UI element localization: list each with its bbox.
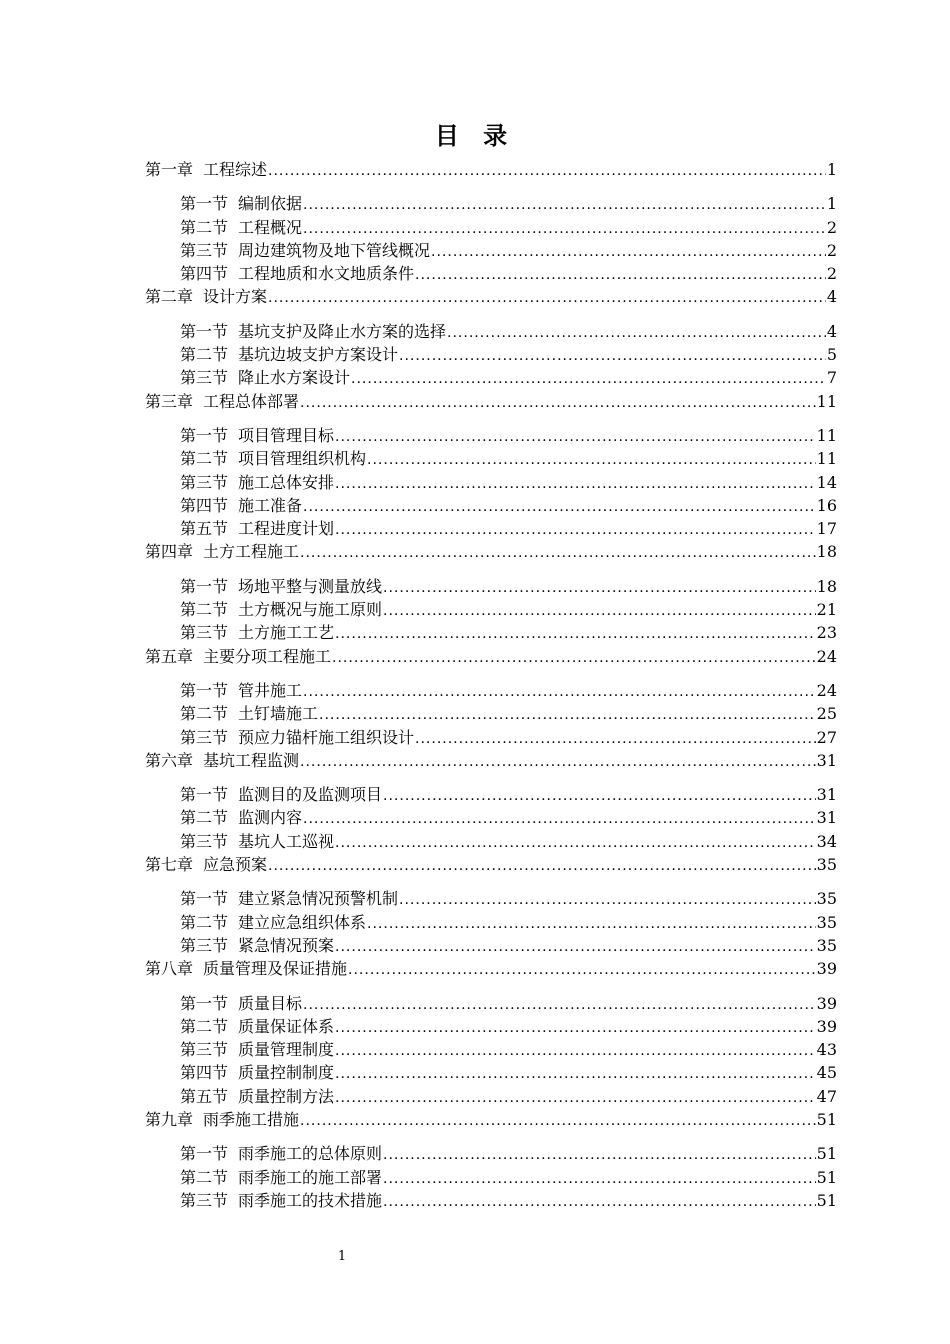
toc-section-entry[interactable]	[145, 1085, 837, 1108]
dot-leader	[351, 368, 826, 391]
section-number: 第四节	[180, 495, 229, 515]
page-number: 18	[816, 542, 837, 562]
toc-entry-label	[180, 830, 334, 853]
toc-section-entry[interactable]	[145, 1061, 837, 1084]
dot-leader	[383, 1168, 816, 1191]
page-number: 35	[816, 855, 837, 875]
section-title: 编制依据	[238, 194, 303, 214]
page-number: 35	[816, 889, 837, 909]
page-number: 43	[816, 1040, 837, 1060]
dot-leader	[332, 647, 816, 670]
section-title: 项目管理组织机构	[238, 449, 367, 469]
section-number: 第二节	[180, 600, 229, 620]
section-title: 施工准备	[238, 495, 303, 515]
toc-entry-label	[180, 343, 398, 366]
toc-section-entry[interactable]	[145, 575, 837, 598]
table-of-contents	[145, 158, 837, 1212]
section-number: 第四节	[180, 1063, 229, 1083]
section-number: 第三节	[180, 831, 229, 851]
dot-leader	[335, 519, 816, 542]
toc-section-entry[interactable]	[145, 992, 837, 1015]
dot-leader	[303, 808, 816, 831]
section-title: 质量目标	[238, 993, 303, 1013]
section-number: 第二节	[180, 1016, 229, 1036]
toc-entry-label	[145, 749, 299, 772]
page-number: 25	[816, 704, 837, 724]
page-number: 51	[816, 1167, 837, 1187]
dot-leader	[431, 241, 826, 264]
toc-section-entry[interactable]	[145, 216, 837, 239]
page-number: 4	[826, 321, 837, 341]
page-number: 31	[816, 785, 837, 805]
page-number: 47	[816, 1086, 837, 1106]
page-number: 1	[826, 160, 837, 179]
toc-chapter-entry[interactable]	[145, 158, 837, 181]
page-number: 31	[816, 808, 837, 828]
section-title: 建立紧急情况预警机制	[238, 889, 399, 909]
page-number: 39	[816, 993, 837, 1013]
dot-leader	[335, 1040, 816, 1063]
section-number: 第二节	[180, 217, 229, 237]
toc-entry-label	[180, 262, 414, 285]
section-number: 第三节	[180, 368, 229, 388]
page-number: 51	[816, 1190, 837, 1210]
toc-entry-label	[180, 598, 382, 621]
dot-leader	[268, 287, 826, 310]
toc-section-entry[interactable]	[145, 679, 837, 702]
toc-entry-label	[180, 1142, 382, 1165]
chapter-number: 第六章	[145, 750, 194, 770]
toc-entry-label	[180, 1061, 334, 1084]
toc-entry-label	[180, 934, 334, 957]
dot-leader	[335, 1087, 816, 1110]
section-number: 第一节	[180, 889, 229, 909]
dot-leader	[335, 426, 816, 449]
toc-entry-label	[180, 621, 334, 644]
page-number: 21	[816, 600, 837, 620]
toc-section-entry[interactable]	[145, 366, 837, 389]
section-number: 第三节	[180, 727, 229, 747]
toc-entry-label	[180, 887, 398, 910]
section-number: 第二节	[180, 1167, 229, 1187]
toc-section-entry[interactable]	[145, 598, 837, 621]
toc-section-entry[interactable]	[145, 239, 837, 262]
toc-entry-label	[145, 390, 299, 413]
section-number: 第三节	[180, 472, 229, 492]
section-title: 雨季施工的总体原则	[238, 1144, 383, 1164]
section-number: 第五节	[180, 1086, 229, 1106]
chapter-title: 质量管理及保证措施	[203, 959, 348, 979]
toc-entry-label	[180, 192, 302, 215]
toc-section-entry[interactable]	[145, 343, 837, 366]
toc-section-entry[interactable]	[145, 783, 837, 806]
page-number-footer: 1	[337, 1249, 347, 1264]
dot-leader	[268, 160, 826, 183]
section-title: 雨季施工的施工部署	[238, 1167, 383, 1187]
section-title: 降止水方案设计	[238, 368, 351, 388]
chapter-number: 第八章	[145, 959, 194, 979]
toc-entry-label	[180, 726, 414, 749]
toc-section-entry[interactable]	[145, 320, 837, 343]
page-number: 27	[816, 727, 837, 747]
dot-leader	[335, 473, 816, 496]
toc-chapter-entry[interactable]	[145, 957, 837, 980]
toc-entry-label	[180, 517, 334, 540]
chapter-title: 工程综述	[203, 160, 268, 179]
toc-entry-label	[180, 424, 334, 447]
toc-entry-label	[180, 1038, 334, 1061]
chapter-title: 设计方案	[203, 287, 268, 307]
chapter-title: 应急预案	[203, 855, 268, 875]
toc-section-entry[interactable]	[145, 702, 837, 725]
chapter-number: 第一章	[145, 160, 194, 179]
chapter-title: 工程总体部署	[203, 391, 300, 411]
toc-section-entry[interactable]	[145, 262, 837, 285]
toc-entry-label	[180, 702, 318, 725]
section-title: 质量控制制度	[238, 1063, 335, 1083]
section-title: 工程概况	[238, 217, 303, 237]
toc-section-entry[interactable]	[145, 911, 837, 934]
toc-entry-label	[145, 158, 267, 181]
page-number: 16	[816, 495, 837, 515]
dot-leader	[415, 728, 816, 751]
page-number: 2	[826, 264, 837, 284]
page-number: 14	[816, 472, 837, 492]
toc-entry-label	[145, 645, 331, 668]
section-title: 质量保证体系	[238, 1016, 335, 1036]
toc-entry-label	[180, 806, 302, 829]
dot-leader	[383, 1144, 816, 1167]
page-number: 51	[816, 1109, 837, 1129]
page-number: 24	[816, 646, 837, 666]
dot-leader	[303, 994, 816, 1017]
dot-leader	[335, 936, 816, 959]
page-number: 5	[826, 345, 837, 365]
toc-chapter-entry[interactable]	[145, 390, 837, 413]
section-number: 第一节	[180, 680, 229, 700]
dot-leader	[303, 218, 826, 241]
section-number: 第二节	[180, 808, 229, 828]
toc-entry-label	[180, 471, 334, 494]
toc-section-entry[interactable]	[145, 494, 837, 517]
section-number: 第二节	[180, 704, 229, 724]
dot-leader	[300, 1110, 816, 1133]
toc-chapter-entry[interactable]	[145, 540, 837, 563]
toc-section-entry[interactable]	[145, 424, 837, 447]
section-title: 预应力锚杆施工组织设计	[238, 727, 415, 747]
chapter-title: 土方工程施工	[203, 542, 300, 562]
page-number: 11	[816, 425, 837, 445]
section-title: 质量控制方法	[238, 1086, 335, 1106]
toc-entry-label	[145, 957, 347, 980]
page-number: 35	[816, 912, 837, 932]
section-title: 土钉墙施工	[238, 704, 319, 724]
toc-entry-label	[180, 494, 302, 517]
dot-leader	[300, 392, 816, 415]
toc-section-entry[interactable]	[145, 192, 837, 215]
toc-entry-label	[180, 1189, 382, 1212]
chapter-title: 雨季施工措施	[203, 1109, 300, 1129]
dot-leader	[383, 785, 816, 808]
toc-section-entry[interactable]	[145, 887, 837, 910]
section-title: 场地平整与测量放线	[238, 576, 383, 596]
toc-section-entry[interactable]	[145, 806, 837, 829]
toc-entry-label	[180, 575, 382, 598]
section-number: 第二节	[180, 912, 229, 932]
toc-entry-label	[180, 239, 430, 262]
chapter-number: 第九章	[145, 1109, 194, 1129]
toc-section-entry[interactable]	[145, 1189, 837, 1212]
toc-entry-label	[180, 447, 366, 470]
toc-entry-label	[180, 911, 366, 934]
page-number: 18	[816, 576, 837, 596]
toc-chapter-entry[interactable]	[145, 645, 837, 668]
toc-entry-label	[180, 1015, 334, 1038]
section-title: 建立应急组织体系	[238, 912, 367, 932]
toc-section-entry[interactable]	[145, 830, 837, 853]
section-number: 第三节	[180, 1040, 229, 1060]
page-number: 17	[816, 519, 837, 539]
page-number: 31	[816, 750, 837, 770]
toc-section-entry[interactable]	[145, 726, 837, 749]
section-title: 项目管理目标	[238, 425, 335, 445]
section-title: 紧急情况预案	[238, 935, 335, 955]
section-title: 雨季施工的技术措施	[238, 1190, 383, 1210]
dot-leader	[383, 577, 816, 600]
chapter-number: 第二章	[145, 287, 194, 307]
dot-leader	[335, 1017, 816, 1040]
section-number: 第二节	[180, 449, 229, 469]
toc-entry-label	[180, 216, 302, 239]
toc-entry-label	[180, 679, 302, 702]
toc-entry-label	[145, 853, 267, 876]
chapter-number: 第五章	[145, 646, 194, 666]
dot-leader	[335, 832, 816, 855]
chapter-number: 第七章	[145, 855, 194, 875]
toc-section-entry[interactable]	[145, 621, 837, 644]
page-number: 35	[816, 935, 837, 955]
section-number: 第一节	[180, 1144, 229, 1164]
section-number: 第三节	[180, 623, 229, 643]
page-number: 39	[816, 959, 837, 979]
toc-entry-label	[145, 285, 267, 308]
page-number: 45	[816, 1063, 837, 1083]
toc-section-entry[interactable]	[145, 447, 837, 470]
page-number: 2	[826, 240, 837, 260]
page-number: 7	[826, 368, 837, 388]
dot-leader	[335, 623, 816, 646]
section-number: 第一节	[180, 425, 229, 445]
dot-leader	[367, 449, 816, 472]
toc-entry-label	[180, 992, 302, 1015]
page-number: 34	[816, 831, 837, 851]
toc-chapter-entry[interactable]	[145, 285, 837, 308]
section-number: 第四节	[180, 264, 229, 284]
toc-entry-label	[145, 1108, 299, 1131]
section-title: 基坑边坡支护方案设计	[238, 345, 399, 365]
toc-chapter-entry[interactable]	[145, 853, 837, 876]
section-number: 第五节	[180, 519, 229, 539]
section-title: 质量管理制度	[238, 1040, 335, 1060]
page-number: 24	[816, 680, 837, 700]
section-number: 第二节	[180, 345, 229, 365]
section-title: 周边建筑物及地下管线概况	[238, 240, 431, 260]
section-number: 第三节	[180, 240, 229, 260]
section-title: 土方概况与施工原则	[238, 600, 383, 620]
page-number: 39	[816, 1016, 837, 1036]
dot-leader	[447, 322, 826, 345]
toc-section-entry[interactable]	[145, 1015, 837, 1038]
section-number: 第三节	[180, 1190, 229, 1210]
section-number: 第一节	[180, 993, 229, 1013]
section-title: 管井施工	[238, 680, 303, 700]
page-number: 1	[826, 194, 837, 214]
toc-entry-label	[180, 1166, 382, 1189]
section-number: 第一节	[180, 321, 229, 341]
section-number: 第一节	[180, 576, 229, 596]
dot-leader	[383, 1191, 816, 1214]
toc-chapter-entry[interactable]	[145, 1108, 837, 1131]
section-number: 第一节	[180, 785, 229, 805]
page-number: 2	[826, 217, 837, 237]
chapter-title: 基坑工程监测	[203, 750, 300, 770]
toc-chapter-entry[interactable]	[145, 749, 837, 772]
toc-section-entry[interactable]	[145, 1038, 837, 1061]
dot-leader	[303, 681, 816, 704]
dot-leader	[268, 855, 816, 878]
dot-leader	[319, 704, 816, 727]
page-number: 11	[816, 391, 837, 411]
toc-entry-label	[145, 540, 299, 563]
section-title: 基坑人工巡视	[238, 831, 335, 851]
toc-entry-label	[180, 1085, 334, 1108]
section-title: 工程进度计划	[238, 519, 335, 539]
page-title: 目 录	[434, 121, 516, 150]
toc-section-entry[interactable]	[145, 517, 837, 540]
toc-section-entry[interactable]	[145, 1166, 837, 1189]
dot-leader	[303, 194, 826, 217]
toc-entry-label	[180, 366, 350, 389]
toc-entry-label	[180, 320, 446, 343]
page-number: 11	[816, 449, 837, 469]
dot-leader	[303, 496, 816, 519]
chapter-number: 第三章	[145, 391, 194, 411]
section-title: 土方施工工艺	[238, 623, 335, 643]
dot-leader	[300, 751, 816, 774]
dot-leader	[300, 542, 816, 565]
section-title: 施工总体安排	[238, 472, 335, 492]
dot-leader	[348, 959, 816, 982]
toc-section-entry[interactable]	[145, 471, 837, 494]
section-title: 监测目的及监测项目	[238, 785, 383, 805]
page-number: 4	[826, 287, 837, 307]
toc-section-entry[interactable]	[145, 934, 837, 957]
page-number: 23	[816, 623, 837, 643]
dot-leader	[367, 913, 816, 936]
dot-leader	[383, 600, 816, 623]
dot-leader	[399, 345, 826, 368]
section-title: 工程地质和水文地质条件	[238, 264, 415, 284]
section-number: 第一节	[180, 194, 229, 214]
chapter-number: 第四章	[145, 542, 194, 562]
section-title: 基坑支护及降止水方案的选择	[238, 321, 447, 341]
dot-leader	[415, 264, 826, 287]
page-number: 51	[816, 1144, 837, 1164]
section-number: 第三节	[180, 935, 229, 955]
section-title: 监测内容	[238, 808, 303, 828]
chapter-title: 主要分项工程施工	[203, 646, 332, 666]
dot-leader	[399, 889, 816, 912]
dot-leader	[335, 1063, 816, 1086]
toc-section-entry[interactable]	[145, 1142, 837, 1165]
toc-entry-label	[180, 783, 382, 806]
